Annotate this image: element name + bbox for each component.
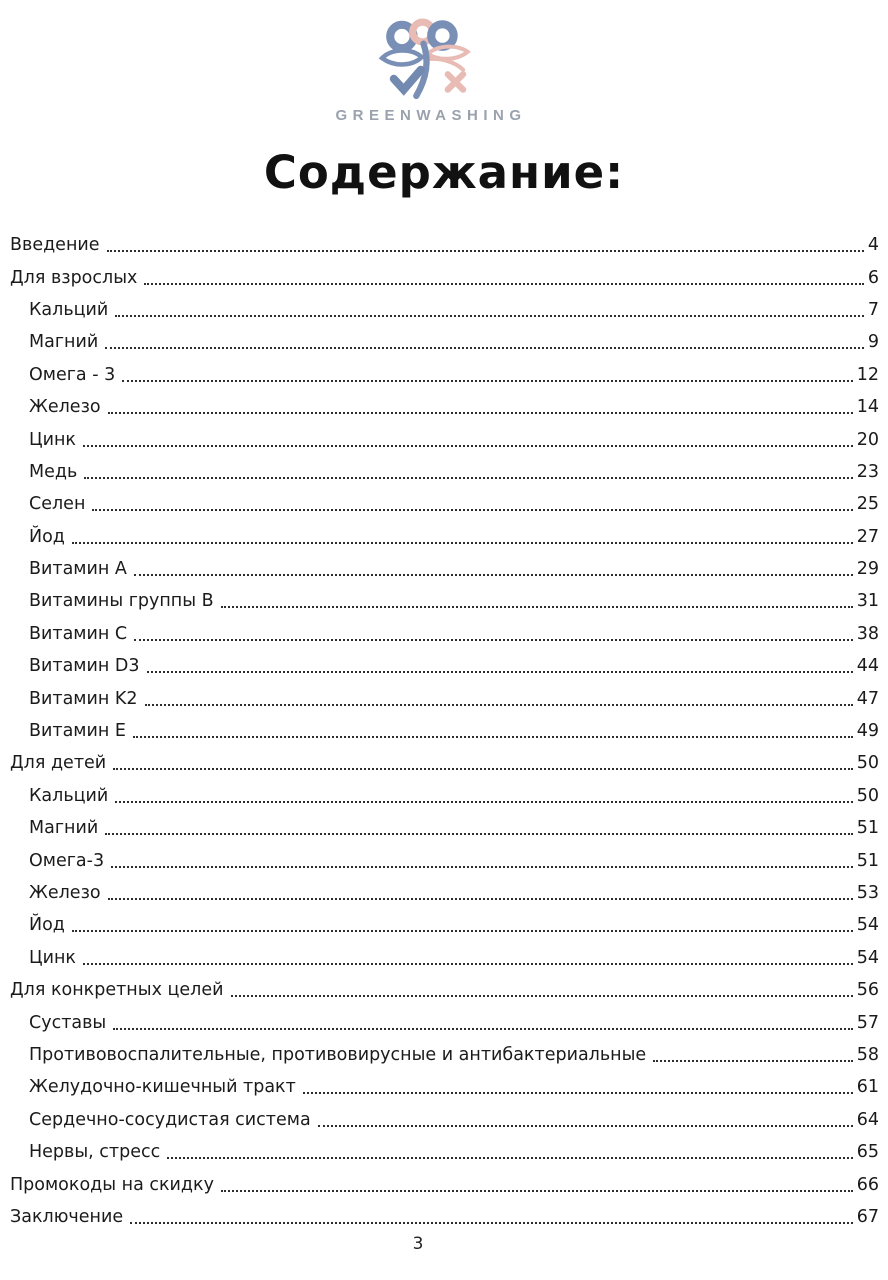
- toc-entry-label: Железо: [29, 883, 101, 903]
- toc-entry-label: Противовоспалительные, противовирусные и антибактериальные: [29, 1044, 647, 1065]
- toc-row[interactable]: [10, 780, 879, 812]
- dot-leader: [221, 1190, 853, 1192]
- toc-entry-label: Медь: [29, 461, 78, 482]
- dot-leader: [303, 1092, 853, 1094]
- toc-row[interactable]: [10, 585, 879, 617]
- toc-entry-page: 51: [856, 850, 879, 871]
- toc-entry-label: Йод: [29, 526, 65, 547]
- toc-entry-label: Йод: [29, 915, 65, 936]
- toc-entry-page: 29: [856, 559, 879, 580]
- toc-entry-page: 58: [856, 1044, 879, 1065]
- toc-entry-label: Суставы: [29, 1012, 107, 1033]
- toc-row[interactable]: [10, 1071, 879, 1103]
- toc-entry-label: Магний: [29, 818, 99, 839]
- header: [0, 0, 872, 124]
- toc-row[interactable]: [10, 618, 879, 650]
- toc-row[interactable]: [10, 844, 879, 876]
- dot-leader: [653, 1060, 853, 1062]
- toc-entry-page: 47: [856, 688, 879, 709]
- toc-row[interactable]: [10, 261, 879, 293]
- toc-row[interactable]: [10, 1006, 879, 1038]
- toc-entry-page: 9: [867, 332, 879, 353]
- toc-list: [10, 229, 879, 1233]
- toc-row[interactable]: [10, 974, 879, 1006]
- dot-leader: [108, 412, 853, 414]
- toc-row[interactable]: [10, 682, 879, 714]
- logo-leaf-blue: [382, 51, 422, 65]
- toc-entry-label: Желудочно-кишечный тракт: [29, 1077, 296, 1098]
- dot-leader: [108, 898, 853, 900]
- toc-entry-label: Заключение: [10, 1206, 124, 1227]
- toc-entry-label: Кальций: [29, 785, 109, 806]
- toc-entry-page: 66: [856, 1174, 879, 1195]
- dot-leader: [145, 704, 853, 706]
- dot-leader: [92, 509, 852, 511]
- toc-row[interactable]: [10, 229, 879, 261]
- toc-row[interactable]: [10, 715, 879, 747]
- toc-entry-page: 31: [856, 591, 879, 612]
- logo-leaf-pink-lower: [430, 59, 463, 70]
- dot-leader: [134, 574, 853, 576]
- toc-row[interactable]: [10, 294, 879, 326]
- toc-entry-label: Введение: [10, 235, 100, 256]
- dot-leader: [318, 1125, 853, 1127]
- toc-row[interactable]: [10, 391, 879, 423]
- toc-entry-page: 50: [856, 753, 879, 774]
- toc-entry-label: Кальций: [29, 299, 109, 320]
- dot-leader: [107, 250, 864, 252]
- toc-entry-page: 20: [856, 429, 879, 450]
- toc-entry-label: Для конкретных целей: [10, 980, 224, 1001]
- toc-row[interactable]: [10, 909, 879, 941]
- toc-entry-page: 51: [856, 818, 879, 839]
- dot-leader: [113, 1028, 852, 1030]
- toc-entry-page: 27: [856, 526, 879, 547]
- toc-row[interactable]: [10, 1104, 879, 1136]
- dot-leader: [122, 380, 852, 382]
- toc-entry-page: 64: [856, 1109, 879, 1130]
- dot-leader: [113, 768, 853, 770]
- footer-page-number: 3: [412, 1234, 424, 1255]
- toc-entry-label: Магний: [29, 332, 99, 353]
- dot-leader: [133, 736, 853, 738]
- toc-row[interactable]: [10, 521, 879, 553]
- dot-leader: [221, 606, 853, 608]
- dot-leader: [134, 639, 853, 641]
- toc-entry-page: 7: [867, 299, 879, 320]
- toc-entry-page: 38: [856, 623, 879, 644]
- toc-entry-page: 67: [856, 1206, 879, 1227]
- dot-leader: [144, 283, 863, 285]
- page-title: Содержание:: [263, 146, 625, 199]
- checkmark-icon: [394, 70, 421, 90]
- toc-row[interactable]: [10, 877, 879, 909]
- dot-leader: [130, 1222, 853, 1224]
- dot-leader: [115, 315, 864, 317]
- dot-leader: [83, 445, 853, 447]
- toc-entry-page: 65: [856, 1142, 879, 1163]
- toc-row[interactable]: [10, 650, 879, 682]
- toc-entry-label: Витамин K2: [29, 688, 138, 709]
- toc-row[interactable]: [10, 1168, 879, 1200]
- toc-entry-label: Витамин С: [29, 623, 128, 644]
- toc-entry-label: Сердечно-сосудистая система: [29, 1109, 311, 1130]
- toc-entry-page: 61: [856, 1077, 879, 1098]
- toc-entry-label: Витамины группы В: [29, 591, 214, 612]
- toc-entry-page: 50: [856, 785, 879, 806]
- dot-leader: [231, 995, 853, 997]
- toc-entry-page: 14: [856, 397, 879, 418]
- toc-row[interactable]: [10, 1136, 879, 1168]
- toc-entry-label: Нервы, стресс: [29, 1142, 161, 1163]
- brand-wordmark: GREENWASHING: [335, 107, 527, 124]
- toc-entry-label: Омега-3: [29, 850, 105, 871]
- dot-leader: [105, 347, 864, 349]
- toc-entry-label: Цинк: [29, 429, 76, 450]
- toc-entry-page: 25: [856, 494, 879, 515]
- toc-entry-label: Витамин D3: [29, 656, 140, 677]
- toc-entry-label: Селен: [29, 494, 86, 515]
- x-icon: [448, 74, 463, 89]
- dot-leader: [84, 477, 852, 479]
- logo-ring-blue-right: [431, 24, 454, 46]
- toc-row[interactable]: [10, 812, 879, 844]
- toc-row[interactable]: [10, 456, 879, 488]
- toc-row[interactable]: [10, 747, 879, 779]
- toc-entry-page: 53: [856, 883, 879, 903]
- dot-leader: [167, 1157, 852, 1159]
- greenwashing-logo-icon: [365, 14, 491, 104]
- toc-entry-label: Для детей: [10, 753, 107, 774]
- toc-row[interactable]: [10, 1201, 879, 1233]
- toc-entry-page: 54: [856, 915, 879, 936]
- toc-entry-page: 49: [856, 721, 879, 742]
- toc-entry-label: Витамин Е: [29, 721, 126, 742]
- toc-entry-page: 54: [856, 947, 879, 968]
- toc-row[interactable]: [10, 942, 879, 974]
- toc-entry-page: 6: [867, 267, 879, 288]
- toc-row[interactable]: [10, 1039, 879, 1071]
- toc-row[interactable]: [10, 553, 879, 585]
- toc-entry-label: Омега - 3: [29, 364, 116, 385]
- toc-entry-page: 44: [856, 656, 879, 677]
- toc-row[interactable]: [10, 488, 879, 520]
- dot-leader: [105, 833, 853, 835]
- dot-leader: [147, 671, 853, 673]
- toc-entry-page: 12: [856, 364, 879, 385]
- toc-entry-label: Для взрослых: [10, 267, 138, 288]
- toc-row[interactable]: [10, 359, 879, 391]
- toc-entry-page: 57: [856, 1012, 879, 1033]
- dot-leader: [83, 963, 853, 965]
- toc-entry-label: Промокоды на скидку: [10, 1174, 214, 1195]
- toc-entry-page: 23: [856, 461, 879, 482]
- dot-leader: [72, 542, 853, 544]
- toc-entry-page: 4: [867, 235, 879, 256]
- toc-row[interactable]: [10, 423, 879, 455]
- toc-row[interactable]: [10, 326, 879, 358]
- toc-entry-label: Железо: [29, 397, 101, 418]
- toc-entry-page: 56: [856, 980, 879, 1001]
- dot-leader: [72, 930, 853, 932]
- dot-leader: [111, 866, 853, 868]
- toc-entry-label: Витамин А: [29, 559, 127, 580]
- toc-entry-label: Цинк: [29, 947, 76, 968]
- dot-leader: [115, 801, 852, 803]
